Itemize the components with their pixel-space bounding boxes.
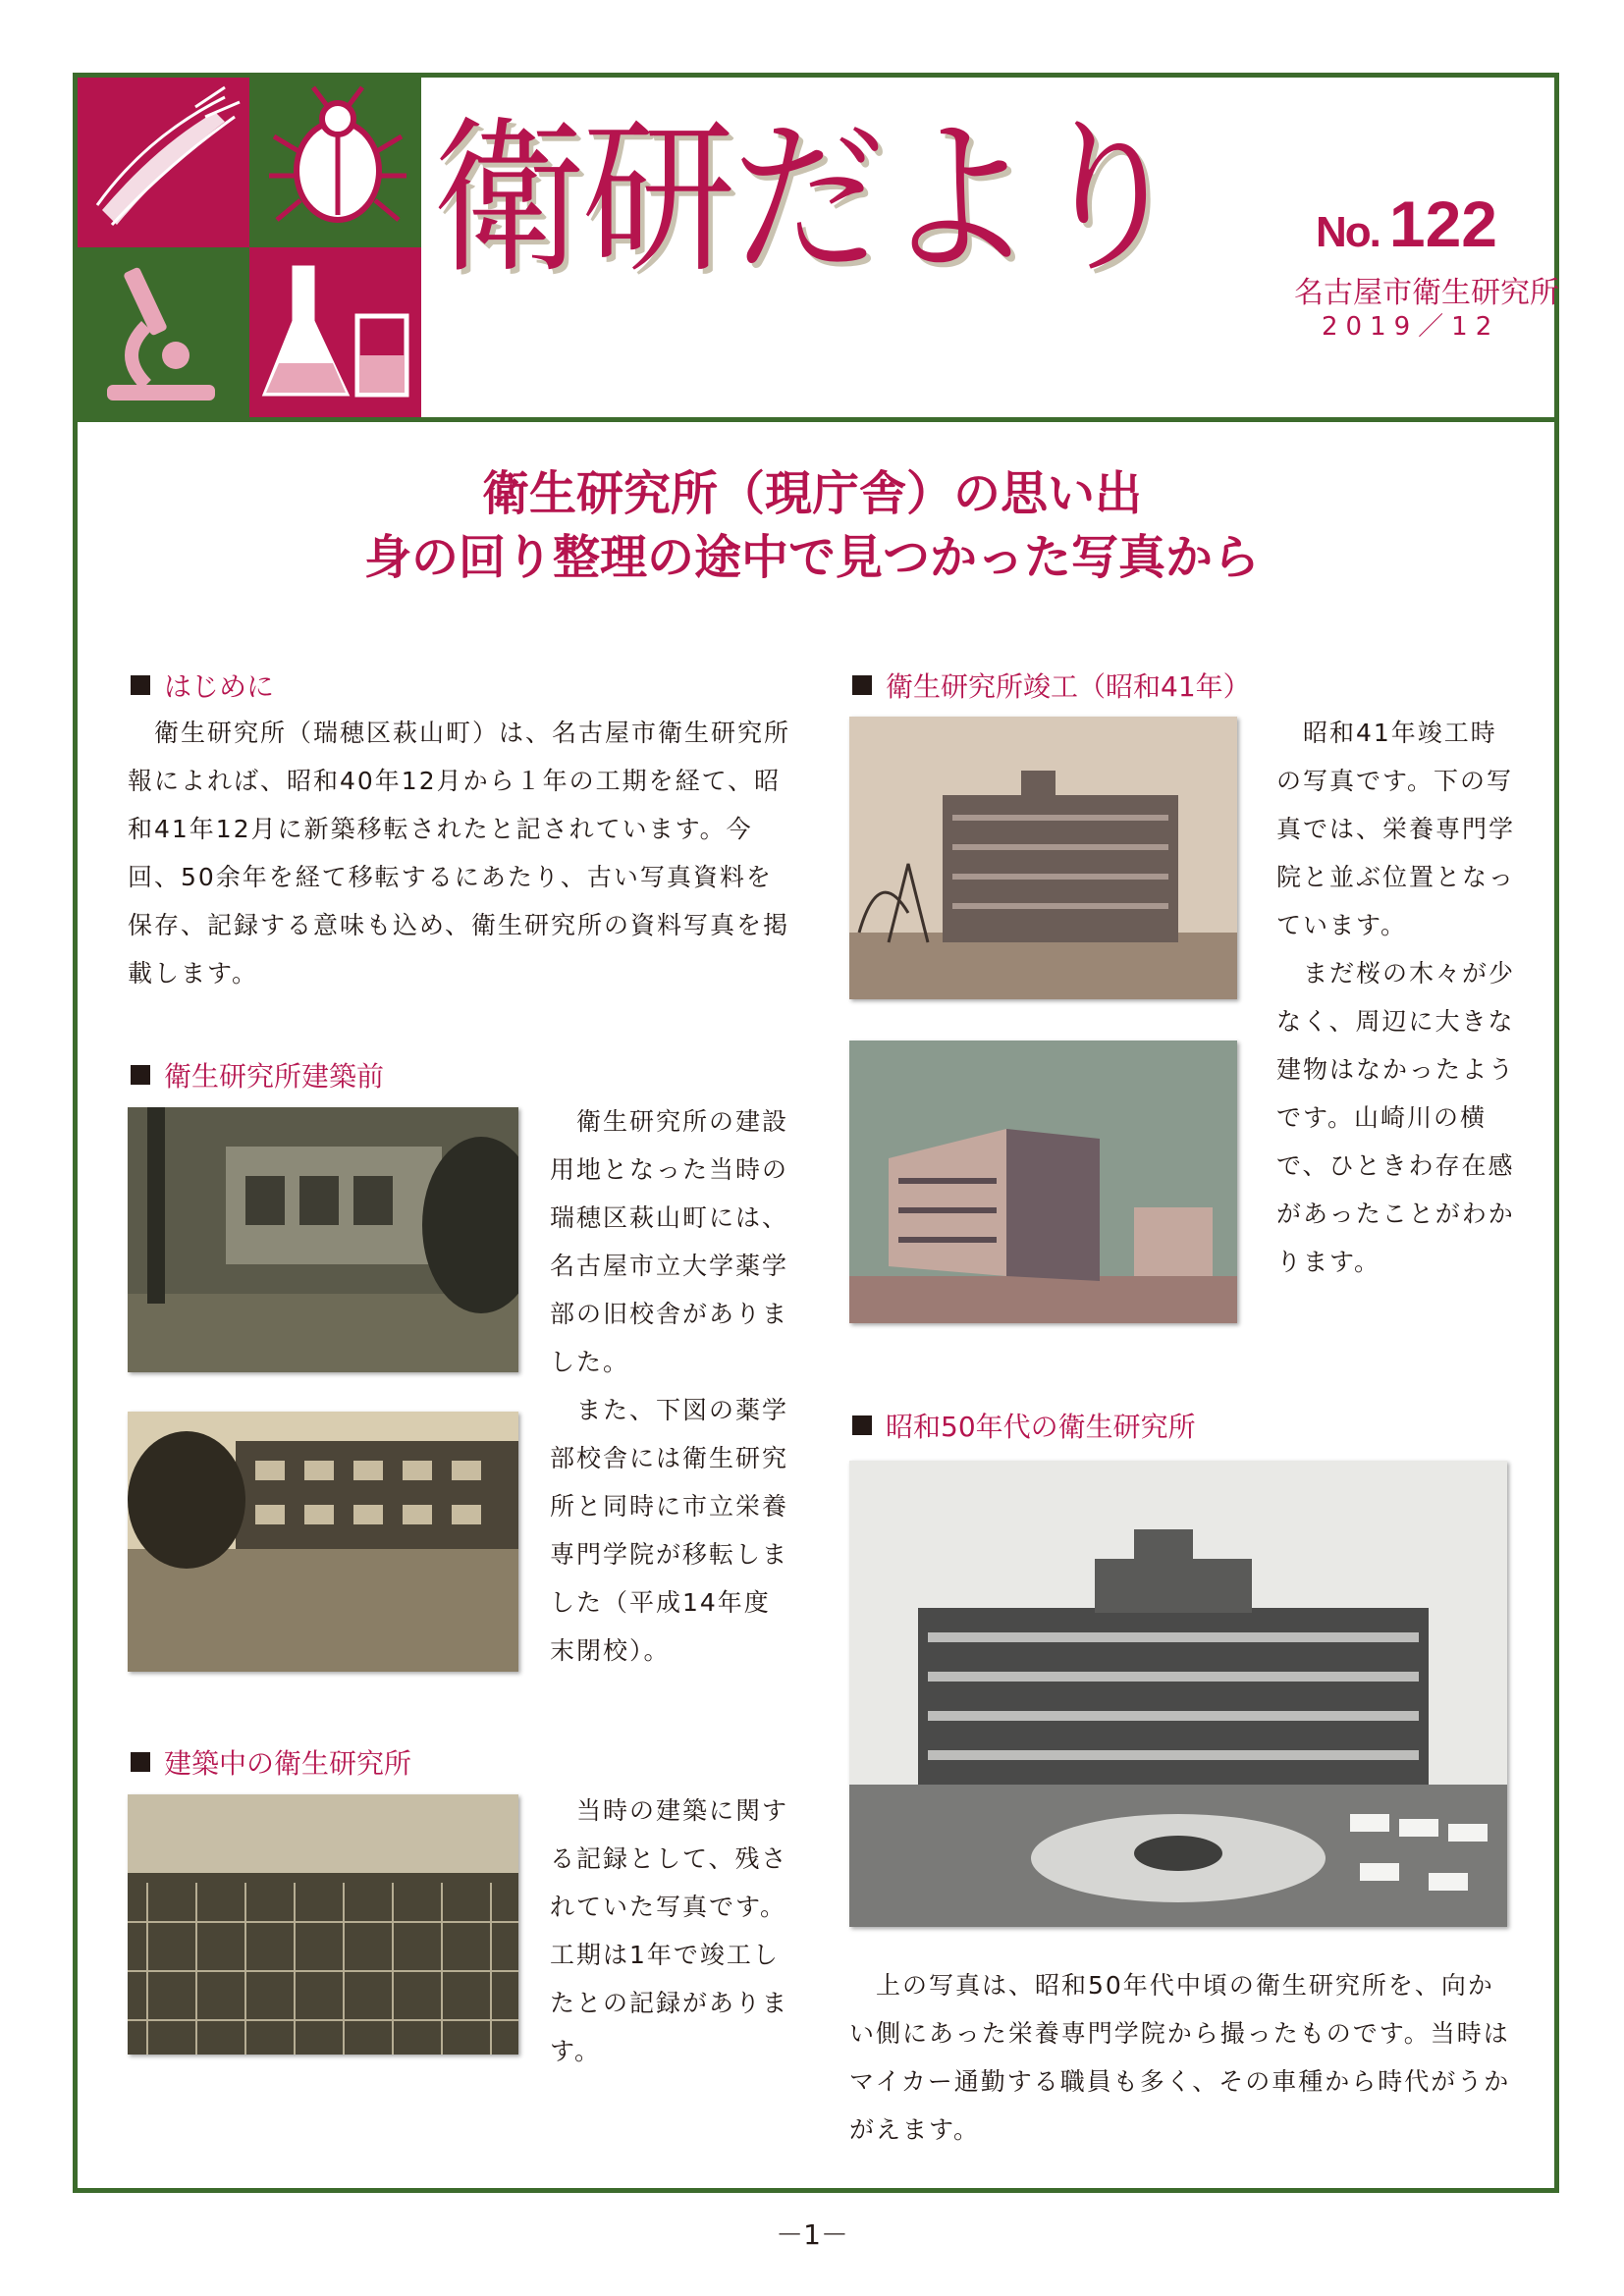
page-number: －1－ — [776, 2218, 848, 2251]
photo-under-construction — [128, 1794, 518, 2055]
header-divider — [73, 417, 1559, 422]
issue-value: 122 — [1388, 187, 1498, 260]
section-heading-construction — [131, 1742, 411, 1782]
section-heading-text: 衛生研究所竣工（昭和41年） — [886, 670, 1251, 703]
bullet-square-icon — [852, 675, 872, 695]
showa50s-body: 上の写真は、昭和50年代中頃の衛生研究所を、向かい側にあった栄養専門学院から撮ったものです。当時はマイカー通勤する職員も多く、その車種から時代がうかがえます。 — [849, 1971, 1511, 2144]
microscope-icon — [78, 247, 249, 417]
bullet-square-icon — [131, 675, 150, 695]
issue-prefix: No. — [1316, 208, 1380, 256]
article-title-line2: 身の回り整理の途中で見つかった写真から — [363, 530, 1260, 585]
carrot-icon — [78, 78, 249, 247]
organization-name: 名古屋市衛生研究所 — [1294, 276, 1559, 310]
section-heading-completion — [852, 666, 1251, 705]
section-heading-text: 昭和50年代の衛生研究所 — [886, 1411, 1196, 1443]
section-heading-intro — [131, 666, 274, 705]
photo-building-with-school — [849, 1041, 1237, 1323]
section-heading-text: はじめに — [164, 670, 275, 703]
photo-showa50s-building — [849, 1461, 1507, 1927]
section-heading-text: 建築中の衛生研究所 — [164, 1747, 412, 1780]
bullet-square-icon — [852, 1415, 872, 1435]
flask-icon — [249, 247, 421, 417]
before-body: 衛生研究所の建設用地となった当時の瑞穂区萩山町には、名古屋市立大学薬学部の旧校舎がありました。 また、下図の薬学部校舎には衛生研究所と同時に市立栄養専門学院が移転しました（平成14年度末閉校）。 — [550, 1107, 789, 1665]
masthead-title: 衛研だより — [432, 102, 1182, 296]
beetle-icon — [249, 78, 421, 247]
bullet-square-icon — [131, 1752, 150, 1772]
issue-number — [1316, 187, 1497, 261]
intro-body: 衛生研究所（瑞穂区萩山町）は、名古屋市衛生研究所報によれば、昭和40年12月から１年の工期を経て、昭和41年12月に新築移転されたと記されています。今回、50余年を経て移転するにあたり、古い写真資料を保存、記録する意味も込め、衛生研究所の資料写真を掲載します。 — [128, 719, 791, 988]
article-title-line1: 衛生研究所（現庁舎）の思い出 — [481, 466, 1142, 521]
section-heading-showa50s — [852, 1406, 1196, 1445]
logo-grid — [78, 78, 421, 417]
section-heading-before — [131, 1055, 384, 1095]
bullet-square-icon — [131, 1065, 150, 1085]
issue-date: 2019／12 — [1322, 312, 1500, 342]
construction-body: 当時の建築に関する記録として、残されていた写真です。工期は1年で竣工したとの記録があります。 — [550, 1796, 789, 2065]
section-heading-text: 衛生研究所建築前 — [164, 1060, 385, 1093]
photo-old-campus — [128, 1107, 518, 1372]
photo-pharmacy-building — [128, 1412, 518, 1672]
completion-body: 昭和41年竣工時の写真です。下の写真では、栄養専門学院と並ぶ位置となっています。 まだ桜の木々が少なく、周辺に大きな建物はなかったようです。山崎川の横で、ひときわ存在感があったことがわかります。 — [1276, 719, 1516, 1276]
photo-completed-building — [849, 717, 1237, 999]
